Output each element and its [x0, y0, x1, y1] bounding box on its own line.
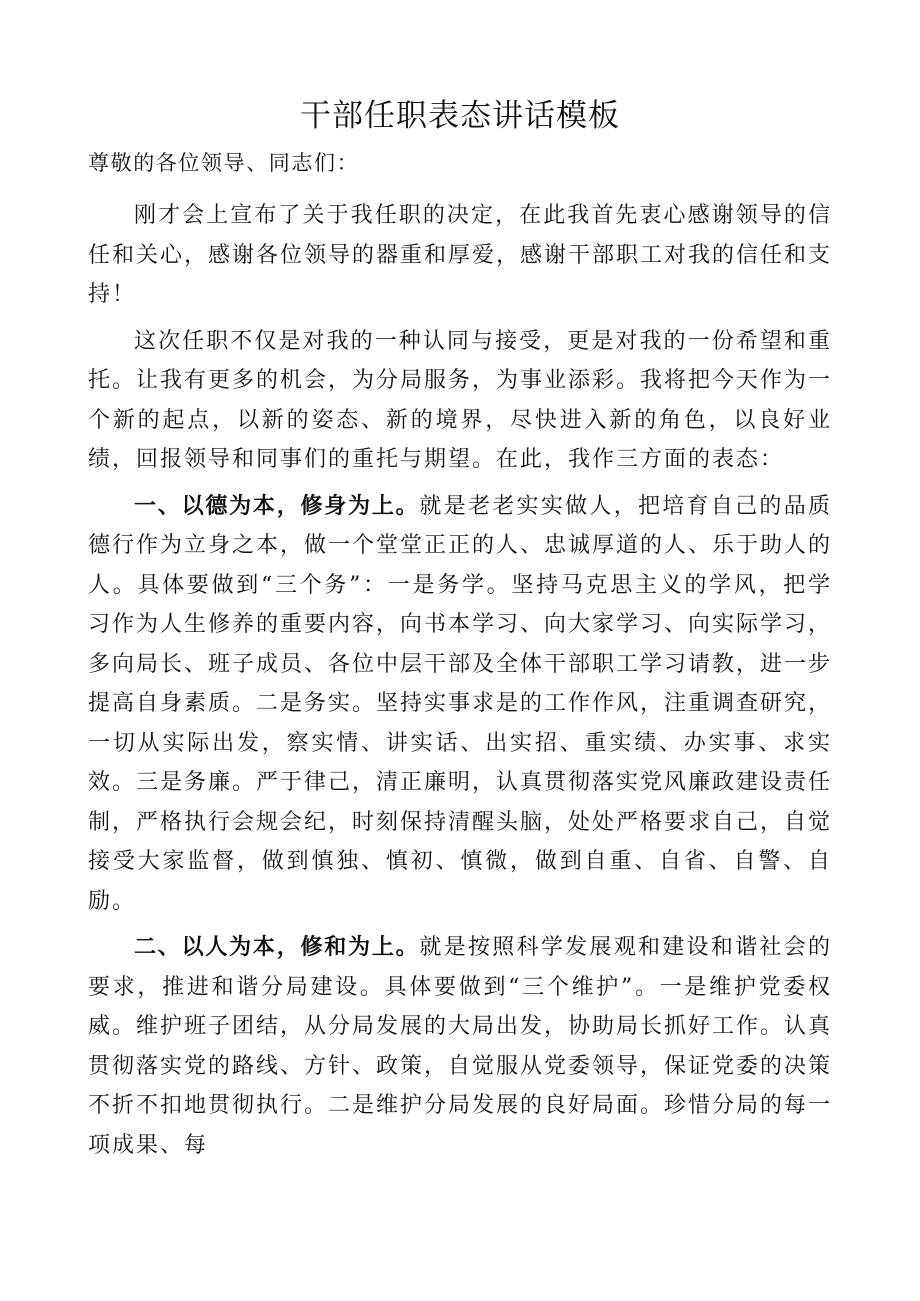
paragraph-text: 就是按照科学发展观和建设和谐社会的要求，推进和谐分局建设。具体要做到“三个维护”。一是维护党委权威。维护班子团结，从分局发展的大局出发，协助局长抓好工作。认真贯彻落实党的路线、方针、政策，自觉服从党委领导，保证党委的决策不折不扣地贯彻执行。二是维护分局发展的良好局面。珍惜分局的每一项成果、每: [88, 935, 833, 1158]
section-heading: 二、以人为本，修和为上。: [134, 935, 420, 960]
paragraph-text: 就是老老实实做人，把培育自己的品质德行作为立身之本，做一个堂堂正正的人、忠诚厚道的人、乐于助人的人。具体要做到“三个务”：一是务学。坚持马克思主义的学风，把学习作为人生修养的重要内容，向书本学习、向大家学习、向实际学习，多向局长、班子成员、各位中层干部及全体干部职工学习请教，进一步提高自身素质。二是务实。坚持实事求是的工作作风，注重调查研究，一切从实际出发，察实情、讲实话、出实招、重实绩、办实事、求实效。三是务廉。严于律己，清正廉明，认真贯彻落实党风廉政建设责任制，严格执行会规会纪，时刻保持清醒头脑，处处严格要求自己，自觉接受大家监督，做到慎独、慎初、慎微，做到自重、自省、自警、自励。: [88, 493, 833, 914]
paragraph-text: 刚才会上宣布了关于我任职的决定，在此我首先衷心感谢领导的信任和关心，感谢各位领导的器重和厚爱，感谢干部职工对我的信任和支持！: [88, 203, 833, 307]
paragraph-text: 这次任职不仅是对我的一种认同与接受，更是对我的一份希望和重托。让我有更多的机会，为分局服务，为事业添彩。我将把今天作为一个新的起点，以新的姿态、新的境界，尽快进入新的角色，以良好业绩，回报领导和同事们的重托与期望。在此，我作三方面的表态：: [88, 328, 833, 472]
paragraph-section-1: [88, 487, 832, 922]
paragraph-thanks: [88, 196, 832, 315]
paragraph-intro: [88, 322, 832, 480]
salutation: 尊敬的各位领导、同志们：: [88, 151, 360, 175]
paragraph-section-2: [88, 928, 832, 1165]
section-heading: 一、以德为本，修身为上。: [134, 493, 420, 519]
document-title: 干部任职表态讲话模板: [300, 98, 620, 134]
